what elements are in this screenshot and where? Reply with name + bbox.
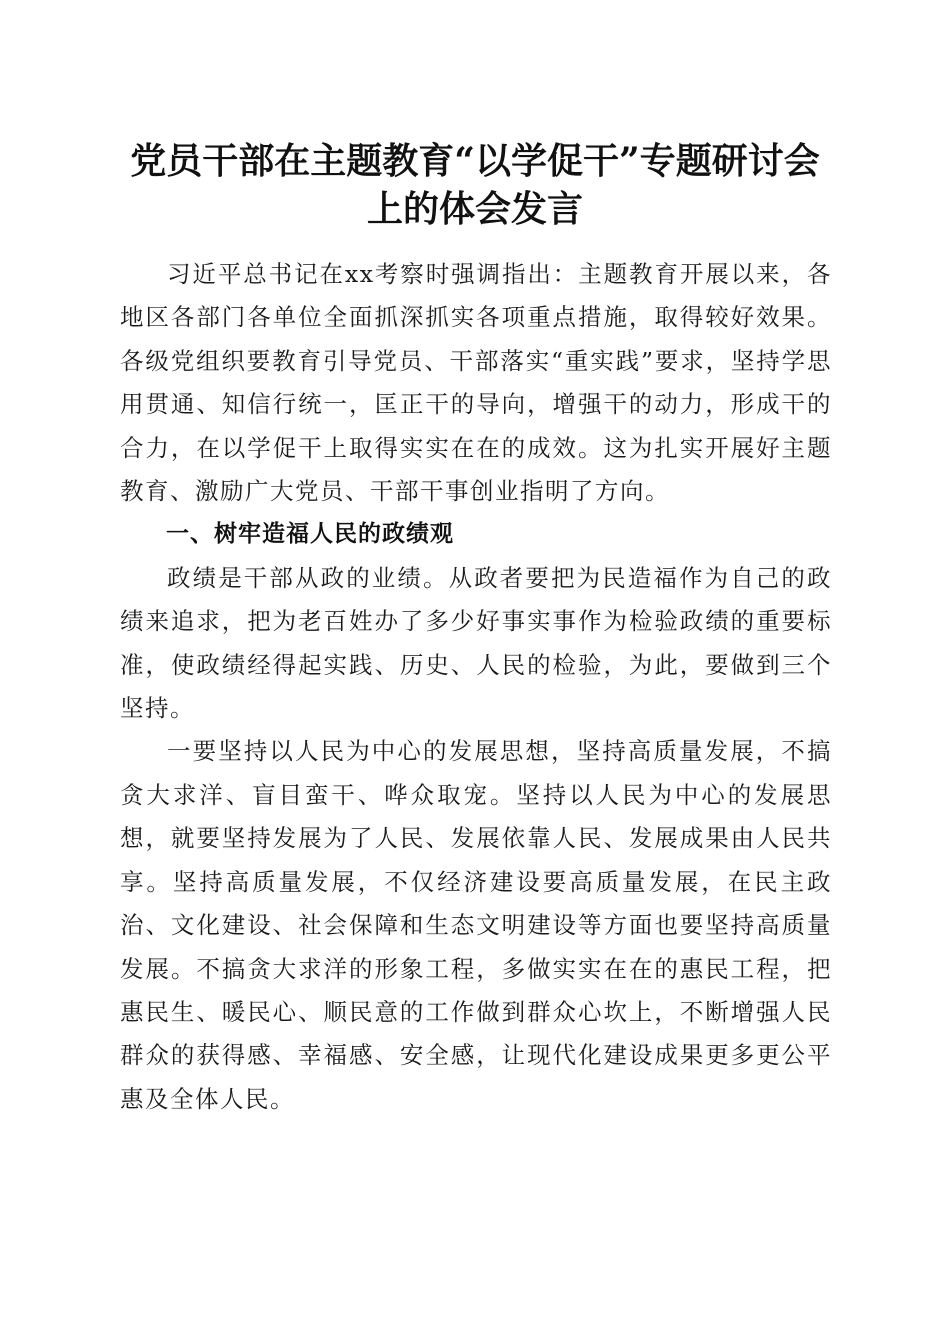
section-1-paragraph-1: 政绩是干部从政的业绩。从政者要把为民造福作为自己的政绩来追求，把为老百姓办了多少好事实事作为检验政绩的重要标准，使政绩经得起实践、历史、人民的检验，为此，要做到三个坚持。 [120,563,832,723]
intro-paragraph: 习近平总书记在xx考察时强调指出：主题教育开展以来，各地区各部门各单位全面抓深抓实各项重点措施，取得较好效果。各级党组织要教育引导党员、干部落实“重实践”要求，坚持学思用贯通、知信行统一，匡正干的导向，增强干的动力，形成干的合力，在以学促干上取得实实在在的成效。这为扎实开展好主题教育、激励广大党员、干部干事创业指明了方向。 [120,260,832,506]
document-title-line-1: 党员干部在主题教育“以学促干”专题研讨会 [130,140,820,182]
section-heading-1: 一、树牢造福人民的政绩观 [166,521,454,548]
document-title [100,137,850,233]
document-title-line-2: 上的体会发言 [366,188,583,230]
document-body [120,253,832,1121]
section-1-paragraph-2: 一要坚持以人民为中心的发展思想，坚持高质量发展，不搞贪大求洋、盲目蛮干、哗众取宠。坚持以人民为中心的发展思想，就要坚持发展为了人民、发展依靠人民、发展成果由人民共享。坚持高质量发展，不仅经济建设要高质量发展，在民主政治、文化建设、社会保障和生态文明建设等方面也要坚持高质量发展。不搞贪大求洋的形象工程，多做实实在在的惠民工程，把惠民生、暖民心、顺民意的工作做到群众心坎上，不断增强人民群众的获得感、幸福感、安全感，让现代化建设成果更多更公平惠及全体人民。 [120,737,832,1113]
